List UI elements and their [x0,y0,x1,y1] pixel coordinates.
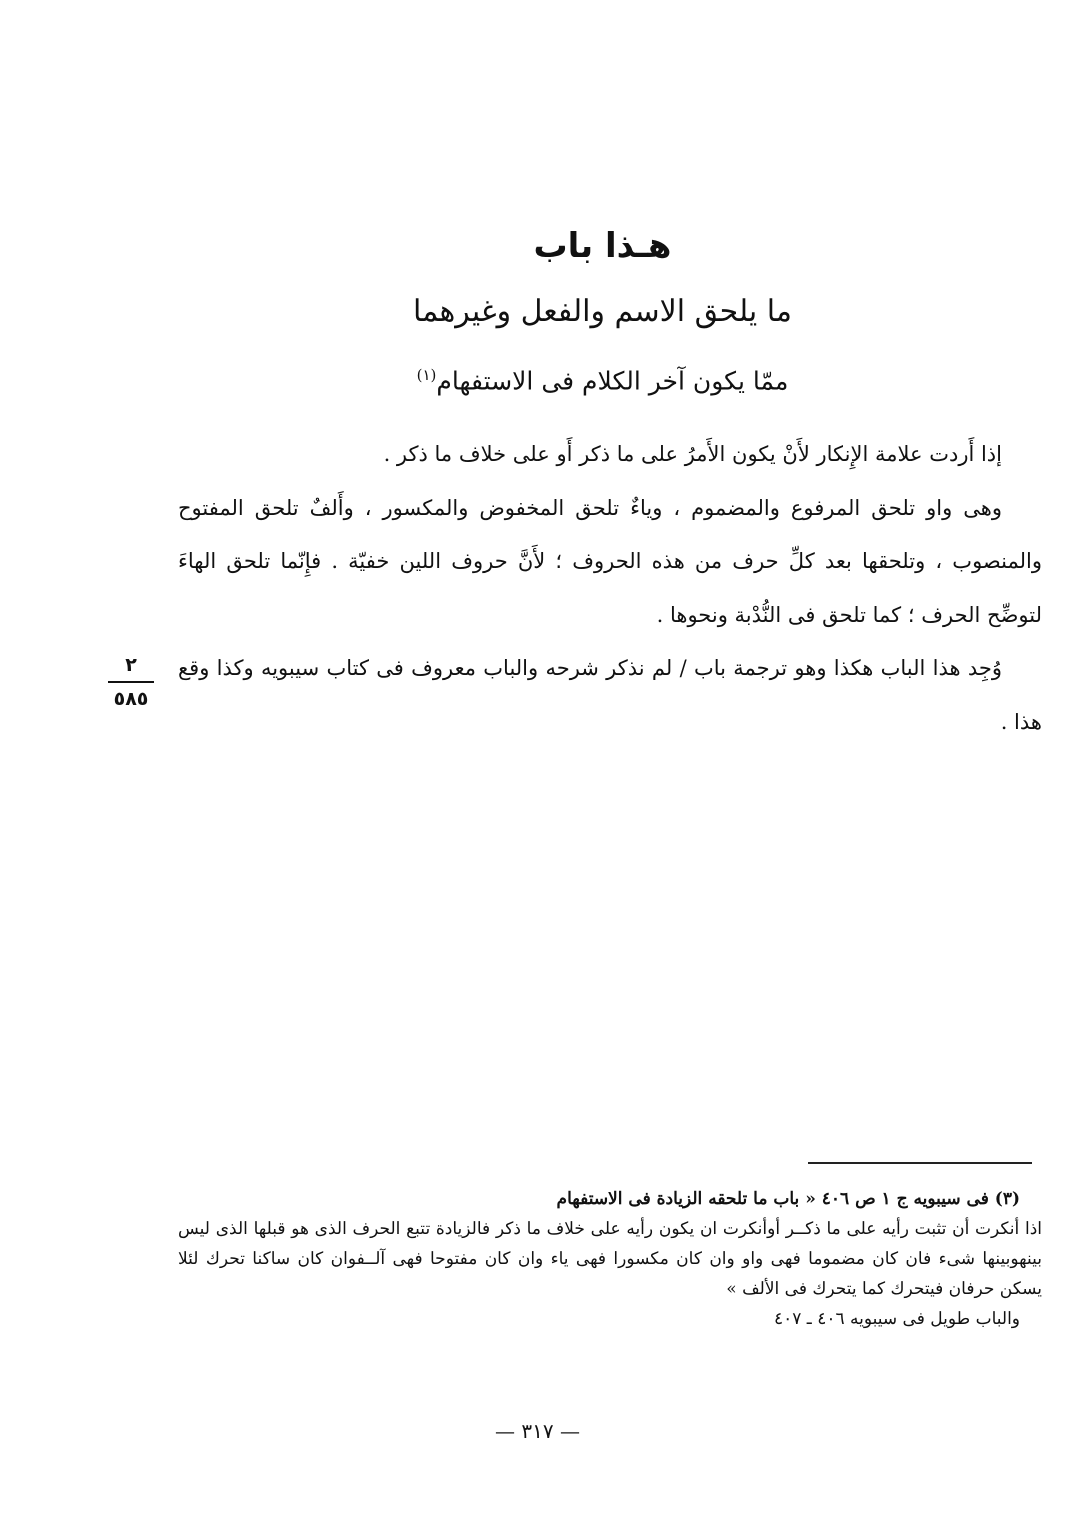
footnote-separator [808,1162,1032,1164]
paragraph-1: إذا أَردت علامة الإِنكار لأَنْ يكون الأَمرُ على ما ذكر أَو على خلاف ما ذكر . [383,442,1002,466]
folio-number-bottom: ٥٨٥ [113,688,149,710]
chapter-title: هـذا باب [533,226,672,266]
paragraph-2: وهى واو تلحق المرفوع والمضموم ، وياءٌ تلحق المخفوض والمكسور ، وأَلفٌ تلحق المفتوح والمنصوب ، وتلحقها بعد كلِّ حرف من هذه الحروف ؛ لأَنَّ حروف اللين خفيّة . فإِنّما تلحق الهاءَ لتوضِّح الحرف ؛ كما تلحق فى النُّدْبة ونحوها . [178,495,1042,627]
paragraph-3: وُجِد هذا الباب هكذا وهو ترجمة باب / لم نذكر شرحه والباب معروف فى كتاب سيبويه وكذا وقع هذا . [178,656,1042,734]
manuscript-folio-note [108,652,154,712]
footnote-line-1: (٣) فى سيبويه ج ١ ص ٤٠٦ « باب ما تلحقه الزيادة فى الاستفهام [556,1189,1020,1209]
footnote-line-2: اذا أنكرت أن تثبت رأيه على ما ذكــر أوأنكرت ان يكون رأيه على خلاف ما ذكر فالزيادة تتبع الحرف الذى هو قبلها الذى ليس بينهوبينها شىء فان كان مضموما فهى واو وان كان مكسورا فهى ياء وان كان مفتوحا فهى آلــفوان كان ساكنا تحرك لئلا يسكن حرفان فيتحرك كما يتحرك فى الألف » [178,1219,1042,1299]
main-text [178,428,1042,749]
footnote-line-3: والباب طويل فى سيبويه ٤٠٦ ـ ٤٠٧ [774,1309,1020,1329]
chapter-subtitle-secondary-text: ممّا يكون آخر الكلام فى الاستفهام [436,366,789,396]
page-number: — ٣١٧ — [495,1419,580,1443]
folio-number-top: ٢ [125,654,137,676]
footnote-marker: (١) [416,366,437,384]
folio-divider [108,681,154,683]
chapter-subtitle: ما يلحق الاسم والفعل وغيرهما [413,294,792,329]
chapter-subtitle-secondary [0,355,1075,401]
footnotes [178,1184,1042,1334]
